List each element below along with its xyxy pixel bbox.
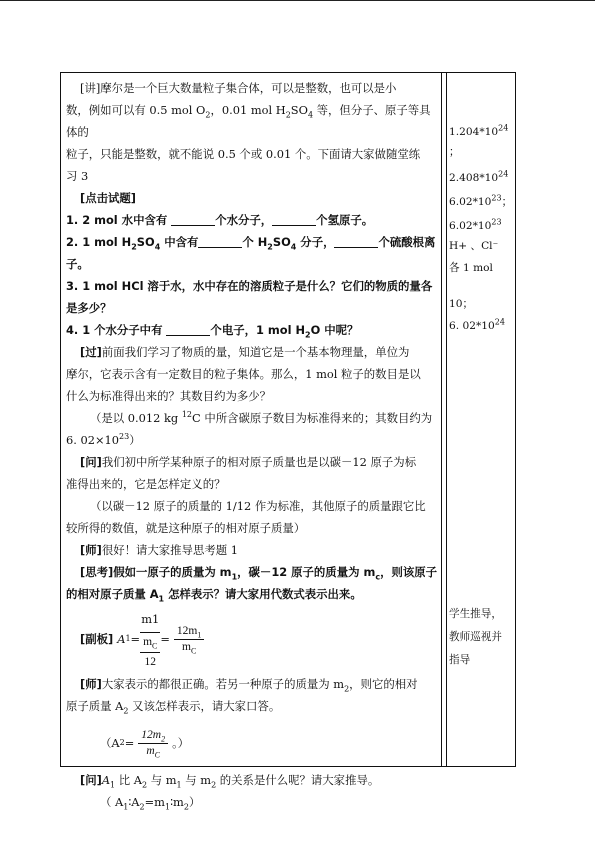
side-answer-4: $6.02*10^{23}$ bbox=[449, 217, 502, 232]
question2-answer: （ $A_1∶A_2=m_1∶m_2$） bbox=[100, 795, 201, 812]
lecture-line-4: 习 3 bbox=[66, 169, 89, 183]
think-line-1: [思考]假如一原子的质量为 $m_1$，碳－12 原子的质量为 $m_c$，则该原子 bbox=[80, 565, 438, 582]
transition-line-2: 摩尔，它表示含有一定数目的粒子集体。那么，1 mol 粒子的数目是以 bbox=[66, 367, 421, 381]
answer-blank bbox=[334, 235, 378, 248]
teacher2-line-2: 原子质量 $A_2$ 又该怎样表示，请大家口答。 bbox=[66, 699, 281, 716]
question1-answer-1: （以碳－12 原子的质量的 1/12 作为标准，其他原子的质量跟它比 bbox=[90, 499, 426, 513]
exercise-q3-line-1: 3. 1 mol HCl 溶于水，水中存在的溶质粒子是什么？它们的物质的量各 bbox=[66, 279, 433, 293]
side-answer-6: 各 1 mol bbox=[449, 262, 493, 274]
teacher2-line-1: [师]大家表示的都很正确。若另一种原子的质量为 $m_2$，则它的相对 bbox=[80, 677, 418, 694]
column-divider bbox=[441, 72, 442, 767]
side-notes bbox=[449, 603, 515, 672]
lecture-line-2: 数，例如可以有 0.5 mol $O_2$，0.01 mol $H_2SO_4$ 等，但分子、原子等具体的 bbox=[66, 103, 431, 139]
question1-answer-2: 较所得的数值，就是这种原子的相对原子质量） bbox=[66, 521, 306, 535]
think-line-2: 的相对原子质量 $A_1$ 怎样表示？请大家用代数式表示出来。 bbox=[66, 587, 362, 604]
answer-blank bbox=[272, 213, 316, 226]
side-answer-7: 10； bbox=[449, 298, 474, 310]
exercise-q4: 4. 1 个水分子中有 个电子，1 mol $H_2O$ 中呢？ bbox=[66, 323, 359, 340]
transition-line-3: 什么为标准得出来的？其数目约为多少？ bbox=[66, 389, 272, 403]
transition-answer-2: 6. $02\times 10^{23}$） bbox=[66, 432, 141, 447]
side-answer-1-tail: ； bbox=[449, 146, 460, 158]
question2-line: [问]$A_1$ 比 $A_2$ 与 $m_1$ 与 $m_2$ 的关系是什么呢？请大家推导。 bbox=[80, 773, 380, 790]
board-formula: [副板] A 1 = m1 $\frac{m_C}{12}$ = $\frac{12m_1}{m_C}$ bbox=[66, 609, 438, 669]
teacher1-line: [师]很好！请大家推导思考题 1 bbox=[80, 543, 238, 557]
side-answers bbox=[449, 122, 515, 336]
side-answer-8: 6. $02*10^{24}$ bbox=[449, 317, 505, 332]
exercise-q3-line-2: 是多少？ bbox=[66, 301, 112, 315]
teacher2-formula: （A 2 = $\frac{12m_2}{m_C}$ 。） bbox=[100, 728, 190, 759]
transition-line-1: [过]前面我们学习了物质的量，知道它是一个基本物理量，单位为 bbox=[80, 345, 410, 359]
lecture-line-3: 粒子，只能是整数，就不能说 0.5 个或 0.01 个。下面请大家做随堂练 bbox=[66, 147, 421, 161]
fraction: $\frac{12m_1}{m_C}$ bbox=[174, 624, 204, 655]
exercise-q2: 2. 1 mol $H_2SO_4$ 中含有 个 $H_2SO_4$ 分子， 个硫酸根离子。 bbox=[66, 235, 436, 271]
lecture-line-1: [讲]摩尔是一个巨大数量粒子集合体，可以是整数，也可以是小 bbox=[80, 81, 397, 95]
side-note-2: 教师巡视并 bbox=[449, 631, 502, 643]
column-divider-inner bbox=[446, 72, 447, 767]
exercise-q1: 1. 2 mol 水中含有 个水分子， 个氢原子。 bbox=[66, 213, 374, 227]
side-answer-1: $1.204*10^{24}$ bbox=[449, 123, 509, 138]
answer-blank bbox=[166, 323, 210, 336]
exercise-heading: [点击试题] bbox=[80, 191, 136, 205]
fraction: $\frac{12m_2}{m_C}$ bbox=[138, 728, 168, 759]
page-top-rule bbox=[0, 0, 595, 1]
question1-line-1: [问]我们初中所学某种原子的相对原子质量也是以碳－12 原子为标 bbox=[80, 455, 417, 469]
answer-blank bbox=[198, 235, 242, 248]
side-answer-5: H+ 、Cl⁻ bbox=[449, 240, 499, 252]
transition-answer-1: （是以 0.012 kg $^{12}$C 中所含碳原子数目为标准得来的；其数目约为 bbox=[90, 410, 433, 425]
nested-fraction: m1 $\frac{m_C}{12}$ bbox=[141, 612, 160, 668]
lesson-content bbox=[66, 77, 438, 813]
side-note-3: 指导 bbox=[449, 654, 471, 666]
side-answer-3: $6.02*10^{23}$； bbox=[449, 193, 513, 208]
side-note-1: 学生推导， bbox=[449, 608, 502, 620]
side-answer-2: $2.408*10^{24}$ bbox=[449, 169, 509, 184]
question1-line-2: 准得出来的，它是怎样定义的？ bbox=[66, 477, 226, 491]
answer-blank bbox=[171, 213, 215, 226]
